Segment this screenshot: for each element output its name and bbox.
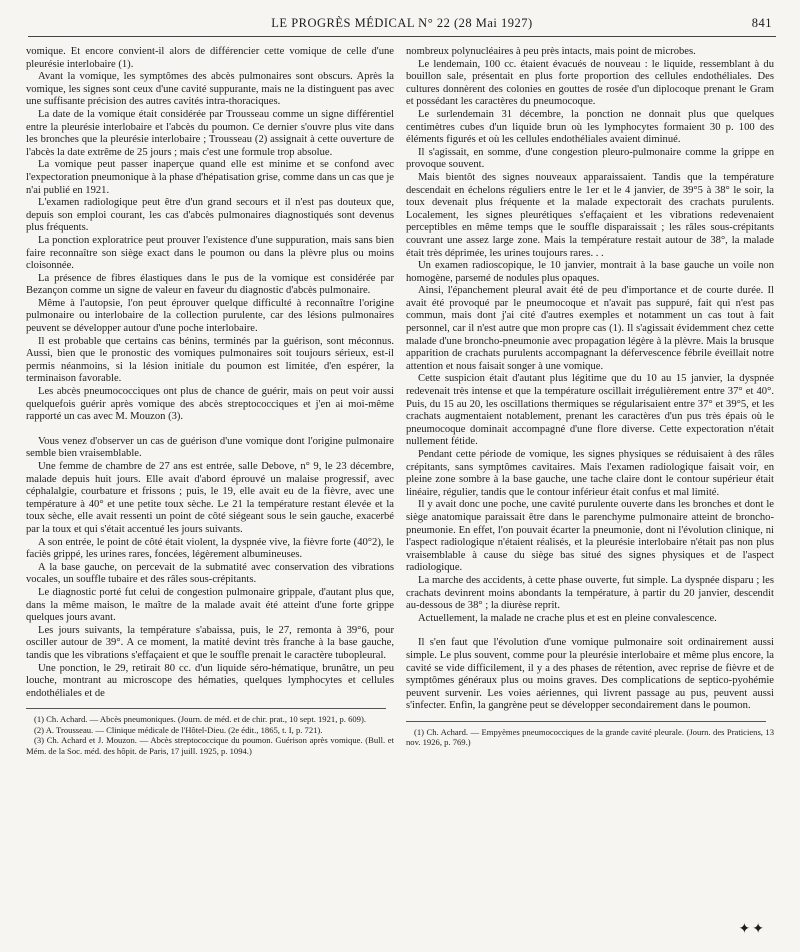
paragraph: Le lendemain, 100 cc. étaient évacués de nouveau : le liquide, ressemblant à du bouillon sale, présentait en plus forte proportion des cellules endothéliales. Des cultures donnèrent des colonies en gouttes de rosée d'un diplocoque prenant le Gram et possédant les caractères du pneumocoque. bbox=[406, 58, 774, 108]
paragraph: vomique. Et encore convient-il alors de différencier cette vomique de celle d'une pleurésie interlobaire (1). bbox=[26, 46, 394, 70]
footnotes bbox=[406, 727, 774, 748]
paragraph: Pendant cette période de vomique, les signes physiques se réduisaient à des râles crépitants, sans symptômes cavitaires. Mais l'examen radiologique faisait voir, en pleine zone sombre à la base gauche, une tache claire dont le contour supérieur était linéaire, régulier, tandis que le contour inférieur était confus et mal limité. bbox=[406, 449, 774, 498]
paragraph: La vomique peut passer inaperçue quand elle est minime et se confond avec l'expectoration pneumonique à la phase d'hépatisation grise, comme dans un cas que je n'ai publié en 1921. bbox=[26, 159, 394, 196]
journal-title: LE PROGRÈS MÉDICAL N° 22 (28 Mai 1927) bbox=[271, 16, 533, 30]
footnote: (1) Ch. Achard. — Empyèmes pneumococciques de la grande cavité pleurale. (Journ. des Praticiens, 13 nov. 1926, p. 769.) bbox=[406, 726, 774, 748]
paragraph: Il y avait donc une poche, une cavité purulente ouverte dans les bronches et dont le siège anatomique paraissait être dans le parenchyme pulmonaire atteint de broncho-pneumonie. En effet, l'on pouvait écarter la pneumonie, dont ni l'évolution clinique, ni l'aspect radiologique n'étaient réalisés, et la pleurésie interlobaire n'était pas non plus vraisemblable à cause du siège bas situé des signes physiques et de l'aspect radiologique. bbox=[406, 499, 774, 574]
footnote: (2) A. Trousseau. — Clinique médicale de l'Hôtel-Dieu. (2e édit., 1865, t. I, p. 721). bbox=[34, 724, 323, 735]
paragraph: La présence de fibres élastiques dans le pus de la vomique est considérée par Bezançon comme un signe de valeur en faveur du diagnostic d'abcès pulmonaire. bbox=[26, 272, 394, 297]
paragraph: La date de la vomique était considérée par Trousseau comme un signe différentiel entre la pleurésie interlobaire et l'abcès du poumon. Ce dernier s'ouvre plus vite dans les bronches que la pleurésie interlobaire ; Trousseau (2) assignait à cette ouverture de l'abcès la date extrême de 25 jours ; mais c'est une formule trop absolue. bbox=[26, 108, 394, 158]
paragraph: Il s'en faut que l'évolution d'une vomique pulmonaire soit ordinairement aussi simple. Le plus souvent, comme pour la pleurésie interlobaire et même plus encore, la cavité se vide difficilement, il y a des phases de rétention, avec reprise de fièvre et de symptômes généraux plus ou moins graves. Des complications de septico-pyohémie peuvent survenir. Les voies aériennes, qui livrent passage au pus, peuvent aussi s'infecter. Enfin, la gangrène peut se développer secondairement dans le poumon. bbox=[406, 637, 774, 712]
paragraph: A la base gauche, on percevait de la submatité avec conservation des vibrations vocales, un souffle tubaire et des râles sous-crépitants. bbox=[26, 561, 394, 586]
paragraph: Avant la vomique, les symptômes des abcès pulmonaires sont obscurs. Après la vomique, les signes sont ceux d'une cavité suppurante, mais ne la distinguent pas avec une suffisante précision des autres cavités intra-thoraciques. bbox=[26, 71, 394, 108]
paragraph: A son entrée, le point de côté était violent, la dyspnée vive, la fièvre forte (40°2), le faciès grippé, les urines rares, foncées, légèrement albumineuses. bbox=[26, 536, 394, 561]
paragraph: Vous venez d'observer un cas de guérison d'une vomique dont l'origine pulmonaire semble bien vraisemblable. bbox=[26, 435, 394, 460]
paragraph: Actuellement, la malade ne crache plus et est en pleine convalescence. bbox=[418, 612, 717, 624]
section-gap bbox=[26, 424, 394, 436]
paragraph: Le surlendemain 31 décembre, la ponction ne donnait plus que quelques centimètres cubes d'un liquide brun où les lymphocytes formaient 30 p. 100 des éléments figurés et où les cellules endothéliales avaient diminué. bbox=[406, 108, 774, 146]
running-header bbox=[28, 10, 776, 37]
paragraph: Cette suspicion était d'autant plus légitime que du 10 au 15 janvier, la dyspnée redevenait très intense et que la température oscillait irrégulièrement entre 37° et 40°. Puis, du 15 au 20, les oscillations thermiques se régularisaient entre 37° et 39°5, et les crachats augmentaient notablement, prenant les caractères d'un pus très épais où le pneumocoque dominait accompagné d'une flore diverse. Cette expectoration n'était nullement fétide. bbox=[406, 373, 774, 448]
paragraph: Une ponction, le 29, retirait 80 cc. d'un liquide séro-hématique, brunâtre, un peu louche, montrant au microscope des hématies, quelques lymphocytes et cellules endothéliales et de bbox=[26, 662, 394, 699]
paragraph: Il est probable que certains cas bénins, terminés par la guérison, sont méconnus. Aussi, bien que le pronostic des vomiques pulmonaires soit toujours sérieux, est-il permis néanmoins, si la lésion initiale du poumon est limitée, d'en espérer, la terminaison favorable. bbox=[26, 335, 394, 385]
paragraph: Mais bientôt des signes nouveaux apparaissaient. Tandis que la température descendait en échelons réguliers entre le 1er et le 4 janvier, de 39°5 à 38° le soir, la toux devenait plus fréquente et la malade expectorait des crachats purulents. Localement, les signes pleurétiques s'effaçaient et les vibrations redevenaient perceptibles en même temps que le souffle disparaissait ; les râles sous-crépitants couvrant une assez large zone. Mais la température restait autour de 38°, la malade était très déprimée, les urines toujours rares. . . bbox=[406, 171, 774, 259]
footnote-rule bbox=[406, 721, 766, 722]
section-gap bbox=[406, 625, 774, 637]
paragraph: Il s'agissait, en somme, d'une congestion pleuro-pulmonaire comme la grippe en provoque souvent. bbox=[406, 146, 774, 171]
footnote-rule bbox=[26, 708, 386, 709]
paragraph: Ainsi, l'épanchement pleural avait été de peu d'importance et de courte durée. Il avait été provoqué par le pneumocoque et n'avait pas suppuré, fait qui n'est pas commun, mais dont j'ai cité d'autres exemples et notamment un cas tout à fait personnel, car il n'est autre que mon propre cas (1). Il s'agissait évidemment chez cette malade d'une broncho-pneumonie avec propagation légère à la plèvre. Mais la brusque apparition de crachats purulents accompagnant la défervescence fébrile éveillait notre attention et nous faisait songer à une vomique. bbox=[406, 285, 774, 372]
end-ornament: ✦✦ bbox=[738, 922, 766, 937]
paragraph: La ponction exploratrice peut prouver l'existence d'une suppuration, mais sans bien faire reconnaître son siège exact dans le poumon ou dans la plèvre plus ou moins cloisonnée. bbox=[26, 234, 394, 272]
left-column bbox=[26, 46, 394, 756]
footnotes bbox=[26, 714, 394, 756]
page-number: 841 bbox=[751, 16, 772, 30]
paragraph: La marche des accidents, à cette phase ouverte, fut simple. La dyspnée disparu ; les crachats devinrent moins abondants la température, à partir du 20 janvier, descendit au-dessous de 38° ; la diurèse reprit. bbox=[406, 574, 774, 612]
paragraph: Les abcès pneumococciques ont plus de chance de guérir, mais on peut voir aussi quelquefois guérir après vomique des abcès streptococciques et j'en ai moi-même rapporté un cas avec M. Mouzon (3). bbox=[26, 386, 394, 423]
paragraph: Un examen radioscopique, le 10 janvier, montrait à la base gauche un voile non homogène, parsemé de nodules plus opaques. bbox=[406, 260, 774, 284]
paragraph: Le diagnostic porté fut celui de congestion pulmonaire grippale, d'autant plus que, dans la même maison, le maître de la malade avait été atteint d'une forte grippe quelques jours avant. bbox=[26, 586, 394, 624]
right-column bbox=[406, 46, 774, 748]
paragraph: Une femme de chambre de 27 ans est entrée, salle Debove, n° 9, le 23 décembre, malade depuis huit jours. Elle avait d'abord éprouvé un malaise progressif, avec céphalalgie, courbature et frissons ; puis, le 19, elle avait eu de la fièvre, avec une température à 40° et une petite toux sèche. Le 21 la température restant élevée et la toux sèche, elle avait ressenti un point de côté siégeant sous le sein gauche, exacerbé par la toux et qui s'était accentué les jours suivants. bbox=[26, 461, 394, 535]
paragraph: L'examen radiologique peut être d'un grand secours et il n'est pas douteux que, depuis son emploi courant, les cas d'abcès pulmonaires diagnostiqués sont devenus plus fréquents. bbox=[26, 197, 394, 234]
paragraph: nombreux polynucléaires à peu près intacts, mais point de microbes. bbox=[406, 46, 696, 57]
footnote: (3) Ch. Achard et J. Mouzon. — Abcès streptococcique du poumon. Guérison après vomique. (Bull. et Mém. de la Soc. méd. des hôpit. de Paris, 17 juill. 1925, p. 1094.) bbox=[26, 735, 394, 756]
paragraph: Les jours suivants, la température s'abaissa, puis, le 27, remonta à 39°6, pour osciller autour de 39°. A ce moment, la matité devint très franche à la base gauche, tandis que les vibrations s'effaçaient et que le souffle prenait le caractère tubopleural. bbox=[26, 624, 394, 661]
paragraph: Même à l'autopsie, l'on peut éprouver quelque difficulté à reconnaître l'origine pulmonaire ou interlobaire de la collection purulente, car des lésions pulmonaires peuvent se développer autour d'une poche interlobaire. bbox=[26, 297, 394, 335]
footnote: (1) Ch. Achard. — Abcès pneumoniques. (Journ. de méd. et de chir. prat., 10 sept. 1921, p. 609). bbox=[34, 714, 366, 725]
